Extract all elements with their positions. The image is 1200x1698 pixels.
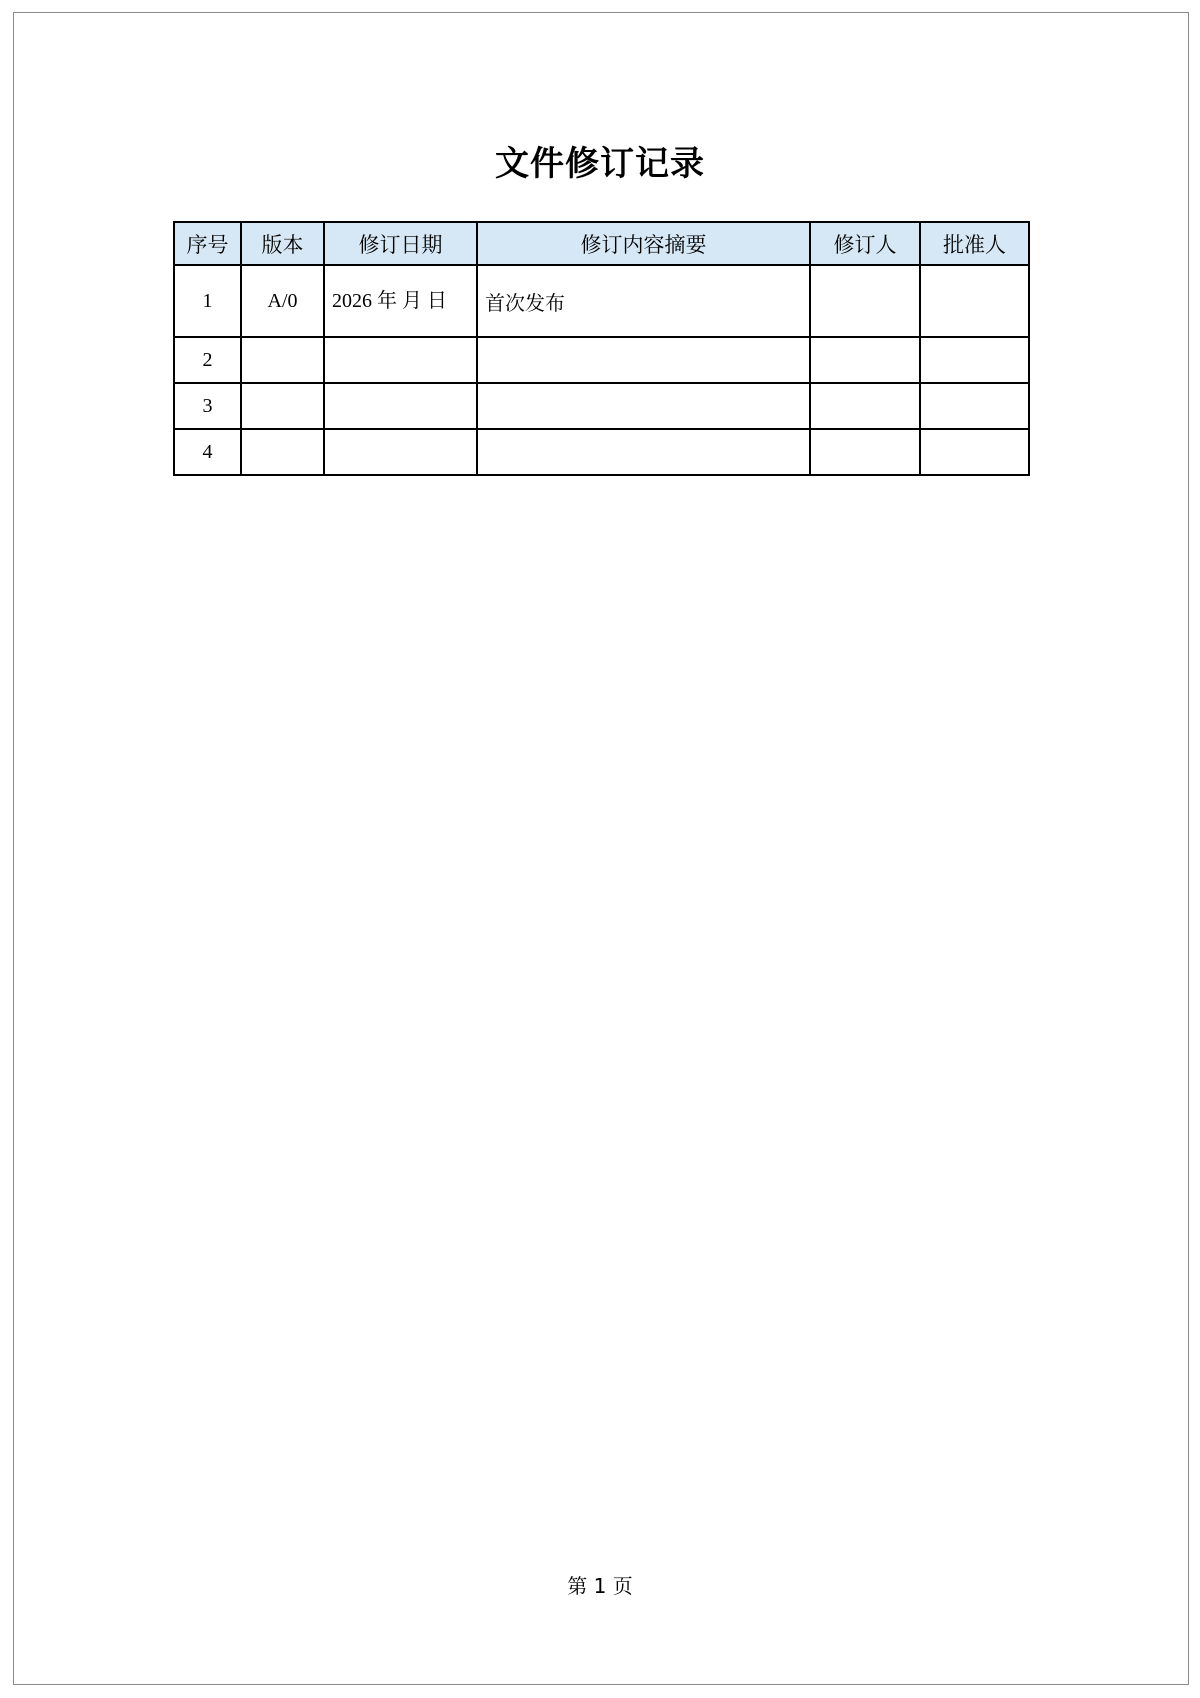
table-row (174, 265, 1029, 337)
cell-date (324, 429, 477, 475)
table-row (174, 429, 1029, 475)
page-title: 文件修订记录 (495, 144, 705, 184)
cell-no: 2 (174, 337, 241, 383)
header-cell-reviser: 修订人 (810, 222, 920, 265)
header-cell-version: 版本 (241, 222, 324, 265)
cell-no: 3 (174, 383, 241, 429)
header-cell-date: 修订日期 (324, 222, 477, 265)
cell-date (324, 383, 477, 429)
table-row (174, 383, 1029, 429)
header-cell-no: 序号 (174, 222, 241, 265)
cell-date: 2026 年 月 日 (324, 265, 477, 337)
table-header-row (174, 222, 1029, 265)
table-row (174, 337, 1029, 383)
revision-table (173, 221, 1030, 476)
cell-reviser (810, 429, 920, 475)
cell-version (241, 337, 324, 383)
cell-version: A/0 (241, 265, 324, 337)
cell-reviser (810, 265, 920, 337)
cell-summary (477, 383, 810, 429)
cell-reviser (810, 337, 920, 383)
cell-no: 4 (174, 429, 241, 475)
cell-approver (920, 383, 1029, 429)
cell-summary (477, 429, 810, 475)
header-cell-summary: 修订内容摘要 (477, 222, 810, 265)
cell-summary (477, 337, 810, 383)
header-cell-approver: 批准人 (920, 222, 1029, 265)
cell-approver (920, 429, 1029, 475)
cell-reviser (810, 383, 920, 429)
cell-no: 1 (174, 265, 241, 337)
cell-date (324, 337, 477, 383)
cell-approver (920, 265, 1029, 337)
page-number: 第 1 页 (567, 1574, 633, 1598)
cell-summary: 首次发布 (477, 265, 810, 337)
cell-approver (920, 337, 1029, 383)
cell-version (241, 429, 324, 475)
cell-version (241, 383, 324, 429)
